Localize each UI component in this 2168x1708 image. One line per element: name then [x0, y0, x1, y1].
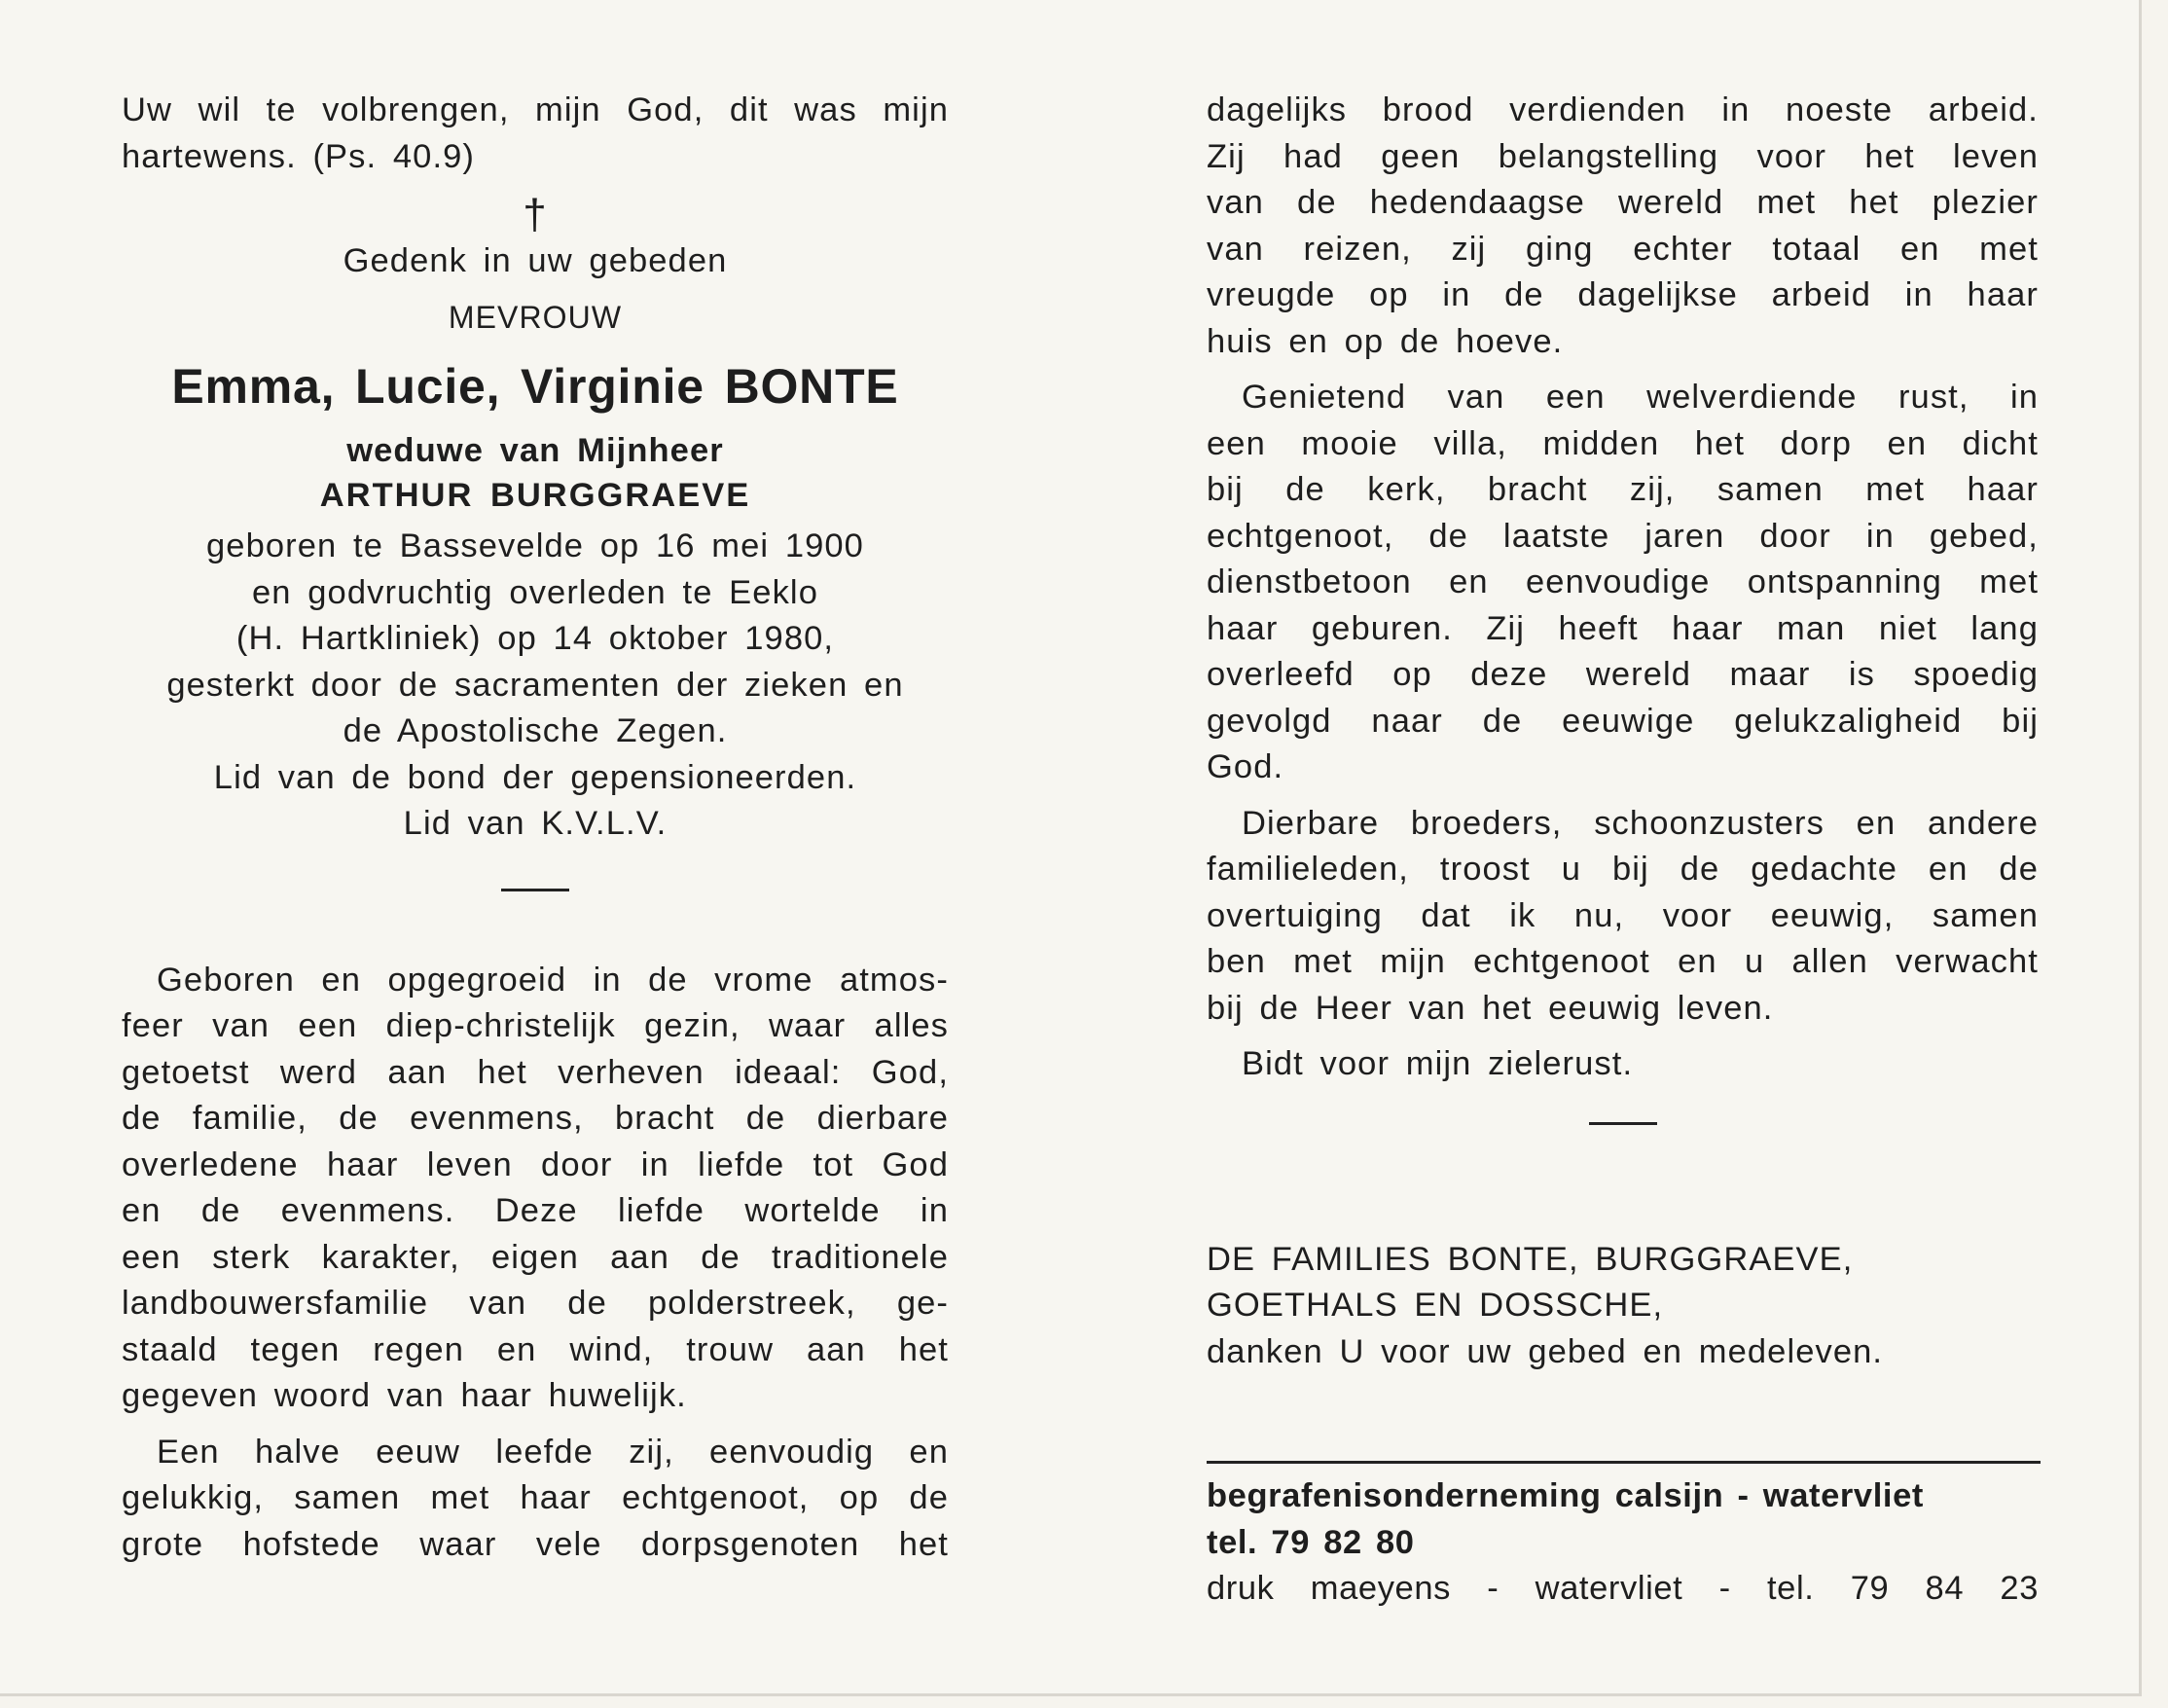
paragraph-line: huis en op de hoeve.	[1207, 322, 1564, 360]
paragraph-line: staald tegen regen en wind, trouw aan het	[122, 1330, 949, 1368]
footer-block	[1207, 1473, 2039, 1613]
detail-line: de Apostolische Zegen.	[343, 712, 728, 749]
paragraph-line: ben met mijn echtgenoot en u allen verwacht	[1207, 943, 2039, 980]
paragraph-line: Dierbare broeders, schoonzusters en andere	[1242, 804, 2039, 842]
paragraph-line: feer van een diep-christelijk gezin, waar alles	[122, 1007, 949, 1044]
thanks-line: danken U voor uw gebed en medeleven.	[1207, 1332, 1884, 1370]
right-column	[1207, 88, 2039, 1613]
prayer-request: Bidt voor mijn zielerust.	[1242, 1045, 1634, 1082]
paragraph-line: dagelijks brood verdienden in noeste arbeid.	[1207, 91, 2039, 128]
families-block	[1207, 1237, 2039, 1376]
printer-line: druk maeyens - watervliet - tel. 79 84 23	[1207, 1570, 2039, 1607]
detail-line: geboren te Bassevelde op 16 mei 1900	[206, 527, 864, 564]
paragraph-line: bij de kerk, bracht zij, samen met haar	[1207, 471, 2039, 508]
detail-line: en godvruchtig overleden te Eeklo	[252, 573, 818, 611]
biography-paragraph-4	[1207, 375, 2039, 791]
biography-paragraph-2	[122, 1430, 949, 1569]
cross-icon: †	[523, 191, 548, 238]
epigraph-line: hartewens. (Ps. 40.9)	[122, 137, 476, 175]
detail-line: Lid van K.V.L.V.	[403, 805, 668, 842]
paragraph-line: een mooie villa, midden het dorp en dicht	[1207, 424, 2039, 462]
life-details	[122, 524, 949, 848]
paragraph-line: haar geburen. Zij heeft haar man niet lang	[1207, 609, 2039, 647]
paragraph-line: God.	[1207, 748, 1284, 785]
honorific: MEVROUW	[448, 299, 623, 335]
paragraph-line: getoetst werd aan het verheven ideaal: God,	[122, 1053, 949, 1091]
paragraph-line: een sterk karakter, eigen aan de traditionele	[122, 1238, 949, 1276]
paragraph-line: Geboren en opgegroeid in de vrome atmos-	[157, 961, 949, 999]
families-line: GOETHALS EN DOSSCHE,	[1207, 1287, 1664, 1324]
paragraph-line: en de evenmens. Deze liefde wortelde in	[122, 1192, 949, 1229]
paragraph-line: Zij had geen belangstelling voor het leven	[1207, 137, 2039, 175]
paragraph-line: gegeven woord van haar huwelijk.	[122, 1377, 687, 1414]
spouse-name: ARTHUR BURGGRAEVE	[319, 477, 751, 514]
paragraph-line: overleefd op deze wereld maar is spoedig	[1207, 656, 2039, 693]
undertaker-line: begrafenisonderneming calsijn - watervliet	[1207, 1477, 1924, 1514]
paragraph-line: familieleden, troost u bij de gedachte en de	[1207, 851, 2039, 888]
families-line: DE FAMILIES BONTE, BURGGRAEVE,	[1207, 1240, 1854, 1278]
paragraph-line: Genietend van een welverdiende rust, in	[1242, 379, 2039, 416]
paragraph-line: overtuiging dat ik nu, voor eeuwig, samen	[1207, 896, 2039, 934]
intro-text: Gedenk in uw gebeden	[343, 242, 728, 279]
paragraph-line: gevolgd naar de eeuwige gelukzaligheid bij	[1207, 702, 2039, 740]
paragraph-line: van de hedendaagse wereld met het plezier	[1207, 184, 2039, 221]
biography-paragraph-1	[122, 958, 949, 1420]
paragraph-line: van reizen, zij ging echter totaal en met	[1207, 230, 2039, 268]
paragraph-line: Een halve eeuw leefde zij, eenvoudig en	[157, 1433, 949, 1471]
paragraph-line: overledene haar leven door in liefde tot God	[122, 1145, 949, 1183]
detail-line: gesterkt door de sacramenten der zieken en	[166, 666, 904, 704]
paragraph-line: de familie, de evenmens, bracht de dierbare	[122, 1100, 949, 1137]
paragraph-line: echtgenoot, de laatste jaren door in gebed,	[1207, 517, 2039, 555]
paragraph-line: dienstbetoon en eenvoudige ontspanning met	[1207, 563, 2039, 600]
paragraph-line: grote hofstede waar vele dorpsgenoten het	[122, 1525, 949, 1563]
biography-paragraph-3	[1207, 88, 2039, 365]
paragraph-line: vreugde op in de dagelijkse arbeid in haar	[1207, 276, 2039, 313]
paragraph-line: bij de Heer van het eeuwig leven.	[1207, 989, 1774, 1027]
consolation-paragraph	[1207, 801, 2039, 1033]
widow-of: weduwe van Mijnheer	[346, 432, 724, 469]
paragraph-line: gelukkig, samen met haar echtgenoot, op de	[122, 1479, 949, 1516]
left-column	[122, 88, 949, 1568]
detail-line: Lid van de bond der gepensioneerden.	[213, 758, 857, 796]
deceased-name: Emma, Lucie, Virginie BONTE	[171, 359, 899, 414]
paragraph-line: landbouwersfamilie van de polderstreek, ge-	[122, 1285, 949, 1322]
epigraph	[122, 88, 949, 180]
undertaker-tel: tel. 79 82 80	[1207, 1523, 1415, 1561]
detail-line: (H. Hartkliniek) op 14 oktober 1980,	[235, 620, 835, 657]
epigraph-line: Uw wil te volbrengen, mijn God, dit was mijn	[122, 91, 949, 128]
